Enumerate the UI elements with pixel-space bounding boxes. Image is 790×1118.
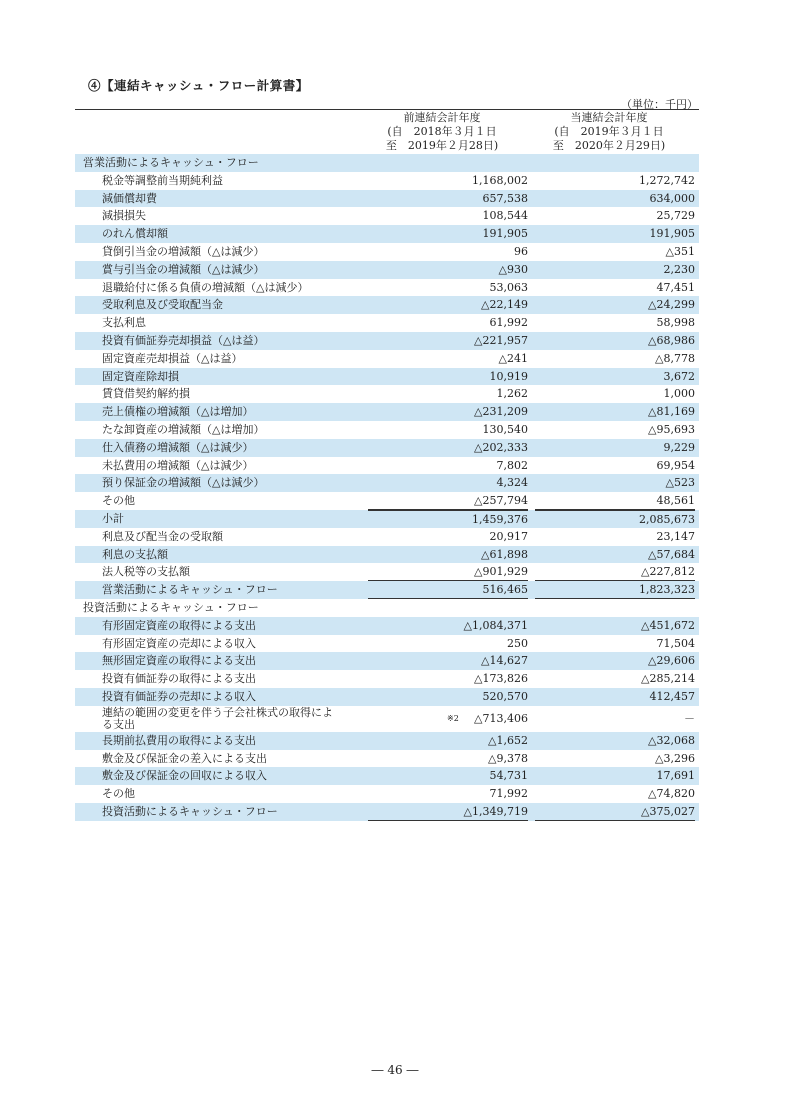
- curr-year-value: 47,451: [656, 280, 695, 294]
- row-label: 有形固定資産の取得による支出: [102, 618, 256, 632]
- curr-year-value: 2,085,673: [535, 510, 695, 529]
- prev-year-value: △9,378: [488, 751, 528, 765]
- row-label-line: る支出: [102, 717, 135, 731]
- prev-year-value: 61,992: [489, 316, 528, 330]
- curr-year-value: △8,778: [655, 351, 695, 365]
- curr-year-value: 23,147: [656, 529, 695, 543]
- row-label: 敷金及び保証金の差入による支出: [102, 751, 267, 765]
- prev-year-value: 657,538: [482, 191, 528, 205]
- row-label: 支払利息: [102, 316, 146, 330]
- row-label: 税金等調整前当期純利益: [102, 173, 223, 187]
- curr-year-value: 69,954: [656, 458, 695, 472]
- prev-year-value: 7,802: [496, 458, 528, 472]
- row-label: のれん償却額: [102, 227, 168, 241]
- row-label: 売上債権の増減額（△は増加）: [102, 405, 254, 419]
- prev-year-value: 53,063: [489, 280, 528, 294]
- table-row: [75, 457, 699, 475]
- row-label: 貸倒引当金の増減額（△は減少）: [102, 244, 265, 258]
- row-label: 無形固定資産の取得による支出: [102, 654, 256, 668]
- prev-year-value: 4,324: [496, 476, 528, 490]
- header-prev-line: (自 2018年３月１日: [387, 125, 497, 138]
- table-row: [75, 767, 699, 785]
- row-label: [102, 707, 333, 731]
- prev-year-value: △1,084,371: [463, 618, 528, 632]
- prev-year-value: 96: [514, 244, 528, 258]
- curr-year-value: 25,729: [656, 209, 695, 223]
- header-curr-line: 至 2020年２月29日): [552, 139, 666, 152]
- prev-year-value: 130,540: [482, 422, 528, 436]
- row-label: 投資有価証券の売却による収入: [102, 689, 256, 703]
- row-label: 利息の支払額: [102, 547, 168, 561]
- table-row: [75, 803, 699, 821]
- curr-year-value: 58,998: [656, 316, 695, 330]
- prev-year-value: 10,919: [489, 369, 528, 383]
- curr-year-value: 412,457: [649, 689, 695, 703]
- row-label: 投資活動によるキャッシュ・フロー: [83, 600, 259, 614]
- curr-year-value: 48,561: [535, 492, 695, 510]
- curr-year-value: 17,691: [656, 769, 695, 783]
- table-row: [75, 635, 699, 653]
- row-label: 敷金及び保証金の回収による収入: [102, 769, 267, 783]
- prev-year-value: 20,917: [489, 529, 528, 543]
- table-row: [75, 732, 699, 750]
- prev-year-value: △221,957: [474, 333, 528, 347]
- row-label: 固定資産売却損益（△は益）: [102, 351, 243, 365]
- curr-year-value: 634,000: [649, 191, 695, 205]
- row-label: たな卸資産の増減額（△は増加）: [102, 422, 265, 436]
- table-row: [75, 225, 699, 243]
- table-row: [75, 314, 699, 332]
- row-label-line: 連結の範囲の変更を伴う子会社株式の取得によ: [102, 705, 333, 719]
- prev-year-value: △173,826: [474, 672, 528, 686]
- curr-year-value: △3,296: [655, 751, 695, 765]
- table-row: [75, 670, 699, 688]
- curr-year-value: △32,068: [648, 733, 695, 747]
- curr-year-value: 191,905: [649, 227, 695, 241]
- prev-year-value: △61,898: [481, 547, 528, 561]
- prev-year-value: △22,149: [481, 298, 528, 312]
- curr-year-value: 1,272,742: [639, 173, 695, 187]
- row-label: 小計: [102, 511, 124, 525]
- table-row: [75, 243, 699, 261]
- table-row: [75, 421, 699, 439]
- prev-year-value: 1,168,002: [472, 173, 528, 187]
- table-row: [75, 190, 699, 208]
- table-header: [75, 109, 699, 155]
- row-label: 賃貸借契約解約損: [102, 387, 190, 401]
- table-row: [75, 785, 699, 803]
- cash-flow-table: [75, 154, 699, 821]
- prev-year-value: 250: [507, 636, 528, 650]
- prev-year-value: 191,905: [482, 227, 528, 241]
- curr-year-value: 2,230: [663, 262, 695, 276]
- header-prev-period: [360, 111, 524, 153]
- prev-year-value: △713,406: [474, 711, 528, 725]
- table-row: [75, 528, 699, 546]
- curr-year-value: 1,823,323: [535, 581, 695, 599]
- row-label: 賞与引当金の増減額（△は減少）: [102, 262, 265, 276]
- curr-year-value: △523: [665, 476, 695, 490]
- row-label: 預り保証金の増減額（△は減少）: [102, 476, 265, 490]
- prev-year-value: △1,652: [488, 733, 528, 747]
- table-row: [75, 403, 699, 421]
- curr-year-value: △285,214: [641, 672, 695, 686]
- row-label: その他: [102, 494, 135, 508]
- table-row: [75, 279, 699, 297]
- table-row: [75, 172, 699, 190]
- table-row: [75, 474, 699, 492]
- prev-year-value: △901,929: [368, 563, 528, 581]
- row-label: 受取利息及び受取配当金: [102, 298, 223, 312]
- header-prev-line: 至 2019年２月28日): [385, 139, 499, 152]
- page-number: ― 46 ―: [371, 1063, 419, 1077]
- prev-year-value: △257,794: [368, 492, 528, 510]
- curr-year-value: －: [684, 711, 695, 725]
- prev-year-value: 108,544: [482, 209, 528, 223]
- row-label: 長期前払費用の取得による支出: [102, 733, 256, 747]
- table-row: [75, 296, 699, 314]
- prev-year-value: 54,731: [489, 769, 528, 783]
- header-prev-line: 前連結会計年度: [403, 111, 481, 124]
- table-row: [75, 581, 699, 599]
- row-label: 営業活動によるキャッシュ・フロー: [83, 156, 259, 169]
- row-label: 利息及び配当金の受取額: [102, 529, 223, 543]
- table-row: [75, 350, 699, 368]
- table-row: [75, 546, 699, 564]
- curr-year-value: 9,229: [663, 440, 695, 454]
- curr-year-value: △81,169: [648, 405, 695, 419]
- prev-year-value: 1,459,376: [368, 510, 528, 529]
- table-row: [75, 261, 699, 279]
- table-row: [75, 385, 699, 403]
- curr-year-value: △351: [665, 244, 695, 258]
- table-row: [75, 688, 699, 706]
- table-row: [75, 368, 699, 386]
- table-row: [75, 439, 699, 457]
- header-curr-period: [527, 111, 691, 153]
- curr-year-value: 71,504: [656, 636, 695, 650]
- curr-year-value: △24,299: [648, 298, 695, 312]
- row-label: 減損損失: [102, 209, 146, 223]
- prev-year-value: 516,465: [368, 581, 528, 599]
- curr-year-value: 3,672: [663, 369, 695, 383]
- prev-year-value: △14,627: [481, 654, 528, 668]
- prev-year-value: △930: [498, 262, 528, 276]
- curr-year-value: 1,000: [663, 387, 695, 401]
- row-label: 未払費用の増減額（△は減少）: [102, 458, 254, 472]
- row-label: 減価償却費: [102, 191, 157, 205]
- table-row: [75, 492, 699, 510]
- curr-year-value: △57,684: [648, 547, 695, 561]
- section-header-row: [75, 599, 699, 617]
- statement-title: ④【連結キャッシュ・フロー計算書】: [88, 78, 309, 93]
- curr-year-value: △451,672: [641, 618, 695, 632]
- curr-year-value: △95,693: [648, 422, 695, 436]
- row-label: 有形固定資産の売却による収入: [102, 636, 256, 650]
- curr-year-value: △227,812: [535, 563, 695, 581]
- unit-label: （単位：千円）: [621, 98, 698, 111]
- prev-year-value: △202,333: [474, 440, 528, 454]
- prev-year-value: 1,262: [496, 387, 528, 401]
- prev-year-value: 520,570: [482, 689, 528, 703]
- table-row: [75, 207, 699, 225]
- curr-year-value: △68,986: [648, 333, 695, 347]
- row-label: 投資有価証券売却損益（△は益）: [102, 333, 265, 347]
- curr-year-value: △375,027: [535, 803, 695, 821]
- row-label: 仕入債務の増減額（△は減少）: [102, 440, 254, 454]
- prev-year-value: △231,209: [474, 405, 528, 419]
- table-row: [75, 750, 699, 768]
- table-row: [75, 706, 699, 732]
- curr-year-value: △29,606: [648, 654, 695, 668]
- row-label: 投資活動によるキャッシュ・フロー: [102, 804, 278, 818]
- prev-year-value: △241: [498, 351, 528, 365]
- curr-year-value: △74,820: [648, 787, 695, 801]
- table-row: [75, 563, 699, 581]
- row-label: 投資有価証券の取得による支出: [102, 672, 256, 686]
- header-curr-line: 当連結会計年度: [570, 111, 648, 124]
- table-row: [75, 332, 699, 350]
- prev-year-value: 71,992: [489, 787, 528, 801]
- note-marker: ※2: [447, 713, 459, 723]
- table-row: [75, 617, 699, 635]
- row-label: 退職給付に係る負債の増減額（△は減少）: [102, 280, 309, 294]
- row-label: 固定資産除却損: [102, 369, 179, 383]
- prev-year-value: △1,349,719: [368, 803, 528, 821]
- row-label: 法人税等の支払額: [102, 565, 190, 579]
- table-row: [75, 510, 699, 528]
- section-header-row: [75, 154, 699, 172]
- header-curr-line: (自 2019年３月１日: [554, 125, 664, 138]
- table-row: [75, 652, 699, 670]
- row-label: 営業活動によるキャッシュ・フロー: [102, 583, 278, 597]
- row-label: その他: [102, 787, 135, 801]
